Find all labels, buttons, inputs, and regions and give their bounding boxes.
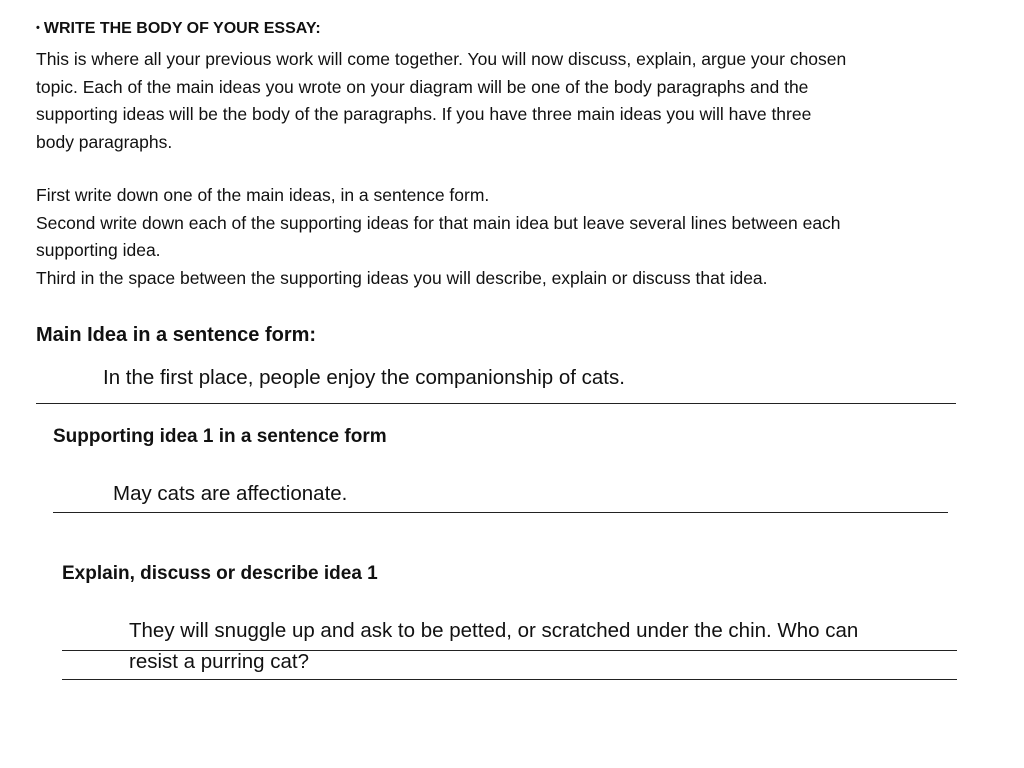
explanation-answer-line-1: They will snuggle up and ask to be petted, or scratched under the chin. Who can <box>129 619 859 642</box>
intro-paragraph <box>36 46 846 156</box>
instruction-line: Third in the space between the supporting ideas you will describe, explain or discuss that idea. <box>36 267 768 288</box>
main-idea-answer: In the first place, people enjoy the companionship of cats. <box>103 366 625 389</box>
supporting-idea-answer-line <box>53 512 948 513</box>
bullet-icon: • <box>36 22 40 34</box>
explanation-answer-line-2: resist a purring cat? <box>129 650 310 673</box>
intro-line: supporting ideas will be the body of the paragraphs. If you have three main ideas you will have three <box>36 104 812 124</box>
intro-line: This is where all your previous work will come together. You will now discuss, explain, argue your chosen <box>36 49 847 69</box>
explanation-answer-line <box>62 679 957 680</box>
main-idea-answer-line <box>36 403 956 404</box>
instruction-line: Second write down each of the supporting ideas for that main idea but leave several lines between each <box>36 212 841 233</box>
section-heading <box>36 20 321 38</box>
main-idea-label: Main Idea in a sentence form: <box>36 324 317 346</box>
explanation-label: Explain, discuss or describe idea 1 <box>62 563 378 584</box>
instruction-line: First write down one of the main ideas, in a sentence form. <box>36 185 490 205</box>
supporting-idea-label: Supporting idea 1 in a sentence form <box>53 426 387 447</box>
section-heading-text: WRITE THE BODY OF YOUR ESSAY: <box>43 20 321 37</box>
instruction-line: supporting idea. <box>36 240 161 260</box>
intro-line: body paragraphs. <box>36 131 173 152</box>
intro-line: topic. Each of the main ideas you wrote on your diagram will be one of the body paragraphs and the <box>36 76 809 97</box>
instructions-paragraph <box>36 182 841 292</box>
supporting-idea-answer: May cats are affectionate. <box>113 482 348 505</box>
